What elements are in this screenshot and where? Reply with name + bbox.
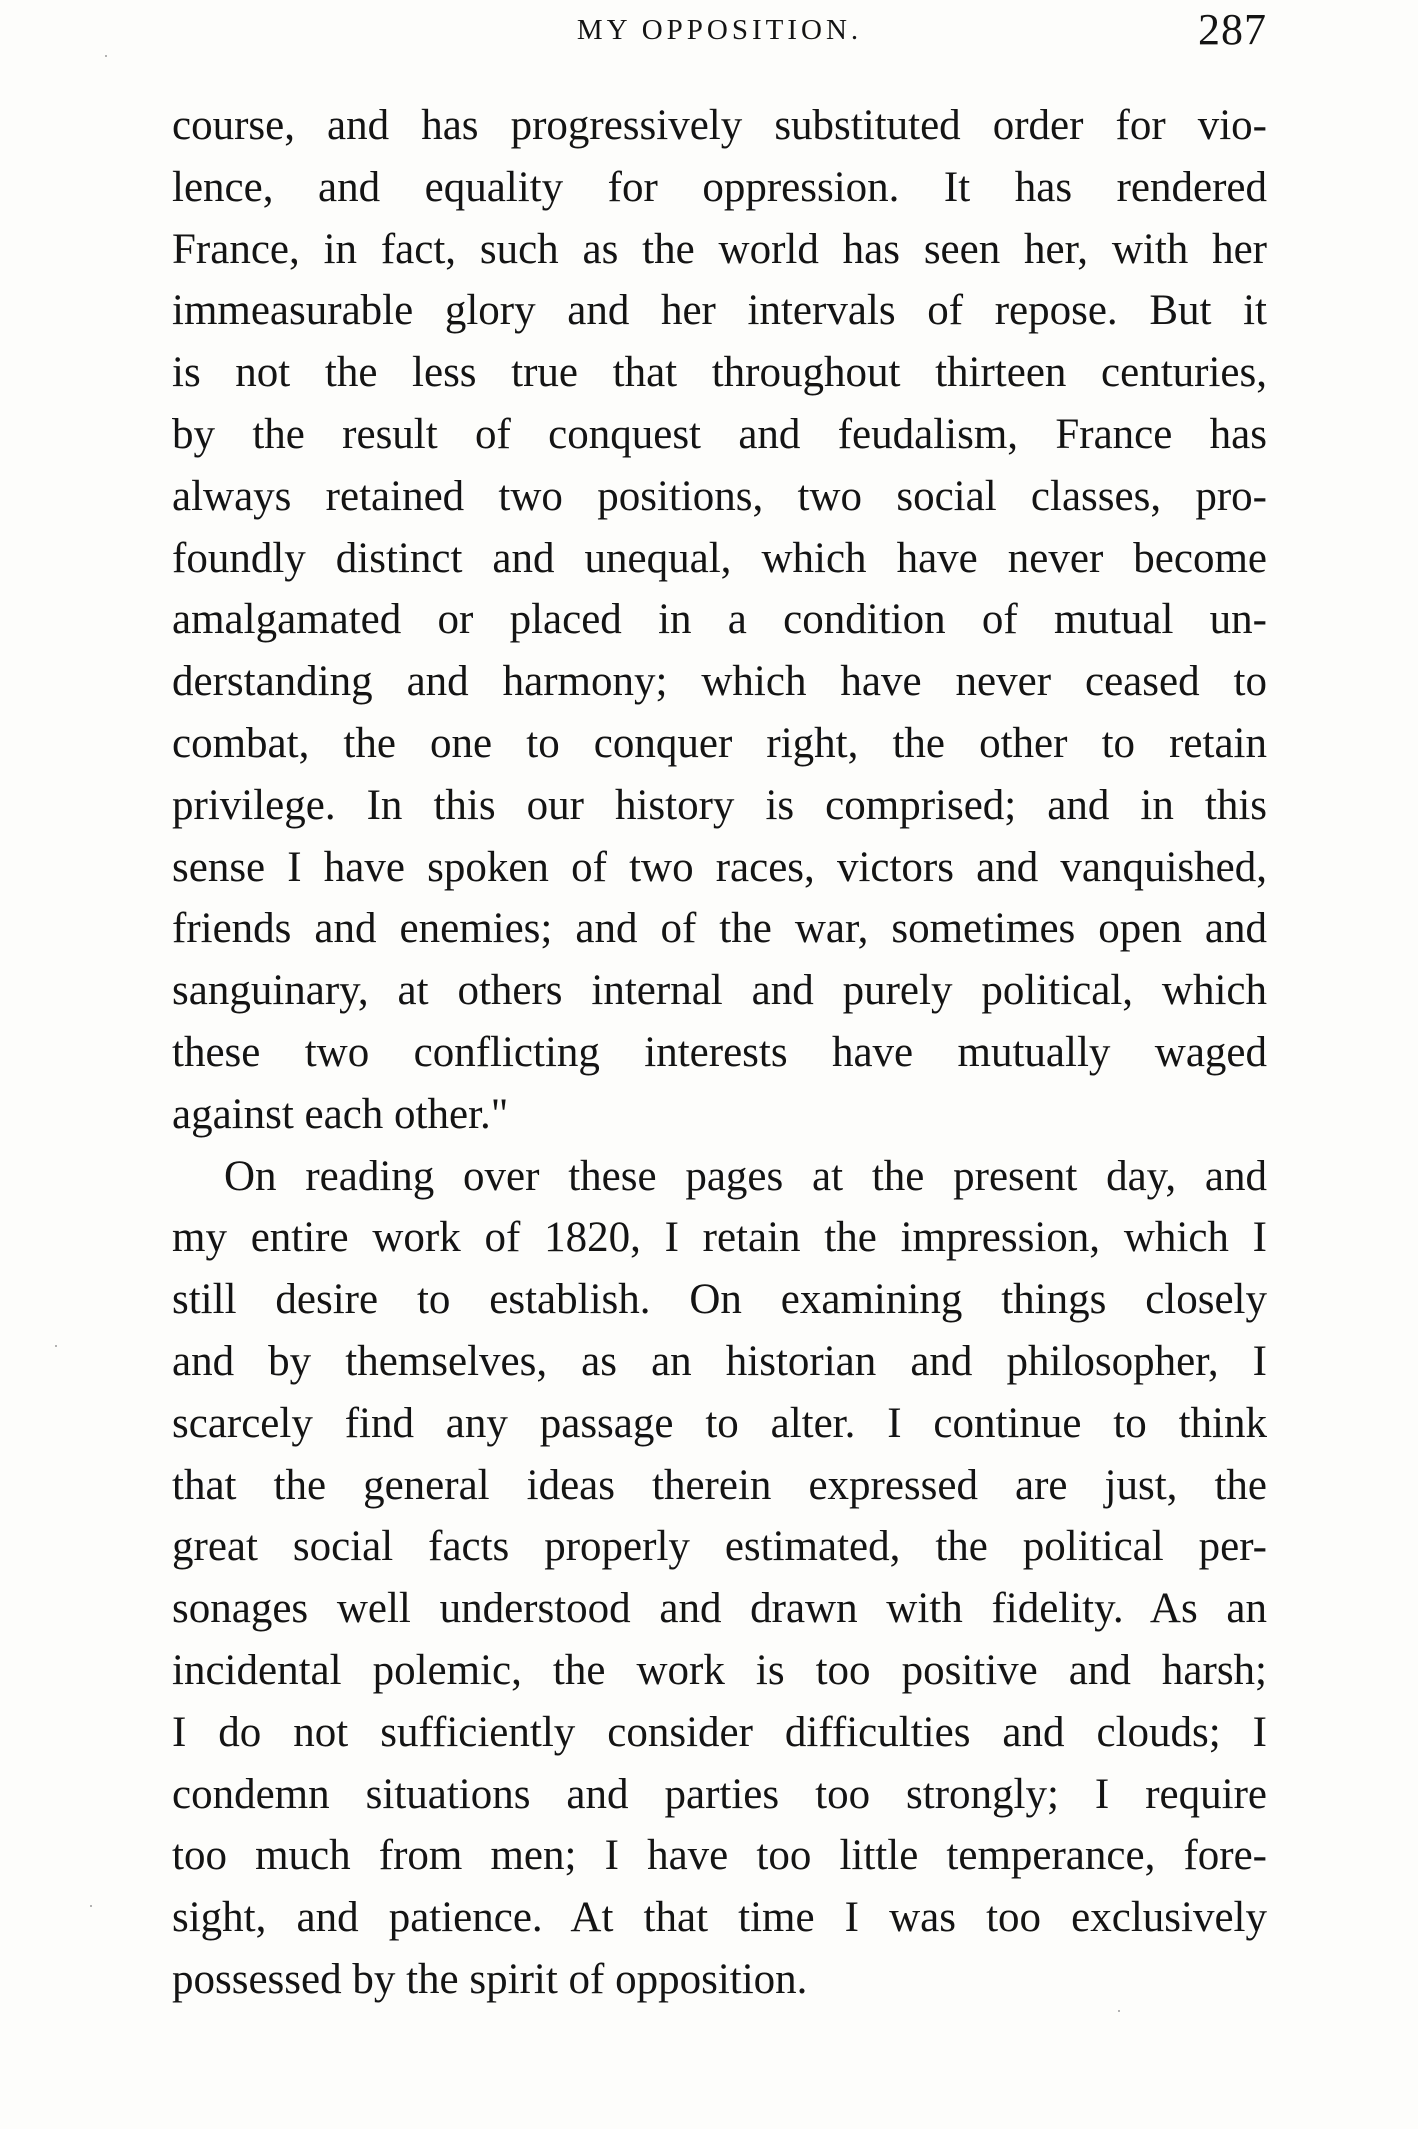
scan-speck [105, 55, 107, 57]
text-line: sight, and patience. At that time I was too exclusively [172, 1894, 1267, 1942]
page-number: 287 [1198, 5, 1267, 54]
scan-speck [1118, 2010, 1120, 2012]
text-line: these two conflicting interests have mutually waged [172, 1028, 1267, 1076]
text-line: friends and enemies; and of the war, sometimes open and [172, 905, 1267, 953]
text-line: always retained two positions, two social classes, pro- [172, 472, 1267, 520]
text-line: condemn situations and parties too strongly; I require [172, 1770, 1267, 1818]
text-line: lence, and equality for oppression. It has rendered [172, 163, 1267, 211]
text-line: France, in fact, such as the world has seen her, with her [172, 225, 1267, 273]
text-line: privilege. In this our history is comprised; and in this [172, 781, 1267, 829]
text-line: sense I have spoken of two races, victors and vanquished, [172, 843, 1267, 891]
text-line: my entire work of 1820, I retain the impression, which I [172, 1214, 1267, 1262]
text-line: by the result of conquest and feudalism, France has [172, 410, 1267, 458]
text-line: sanguinary, at others internal and purely political, which [172, 967, 1267, 1015]
text-line: that the general ideas therein expressed are just, the [172, 1461, 1267, 1509]
text-line: possessed by the spirit of opposition. [172, 1955, 808, 2003]
body-text [172, 95, 1267, 2011]
text-line: still desire to establish. On examining things closely [172, 1276, 1267, 1324]
text-line: derstanding and harmony; which have never ceased to [172, 658, 1267, 706]
text-line: I do not sufficiently consider difficulties and clouds; I [172, 1708, 1267, 1756]
running-title: MY OPPOSITION. [576, 14, 863, 46]
text-line: combat, the one to conquer right, the other to retain [172, 719, 1267, 767]
text-line: sonages well understood and drawn with fidelity. As an [172, 1585, 1267, 1633]
running-head [172, 6, 1267, 66]
text-line: and by themselves, as an historian and philosopher, I [172, 1337, 1267, 1385]
text-line: On reading over these pages at the present day, and [224, 1152, 1267, 1200]
text-line: too much from men; I have too little temperance, fore- [172, 1832, 1267, 1880]
text-line: great social facts properly estimated, the political per- [172, 1523, 1267, 1571]
text-line: amalgamated or placed in a condition of mutual un- [172, 596, 1267, 644]
scan-speck [90, 1905, 92, 1907]
scan-speck [55, 1345, 57, 1347]
text-line: scarcely find any passage to alter. I continue to think [172, 1399, 1267, 1447]
text-line: incidental polemic, the work is too positive and harsh; [172, 1646, 1267, 1694]
text-line: is not the less true that throughout thirteen centuries, [172, 349, 1267, 397]
text-line: immeasurable glory and her intervals of repose. But it [172, 287, 1267, 335]
text-line: against each other." [172, 1090, 509, 1138]
text-line: course, and has progressively substituted order for vio- [172, 102, 1267, 149]
text-line: foundly distinct and unequal, which have never become [172, 534, 1267, 582]
